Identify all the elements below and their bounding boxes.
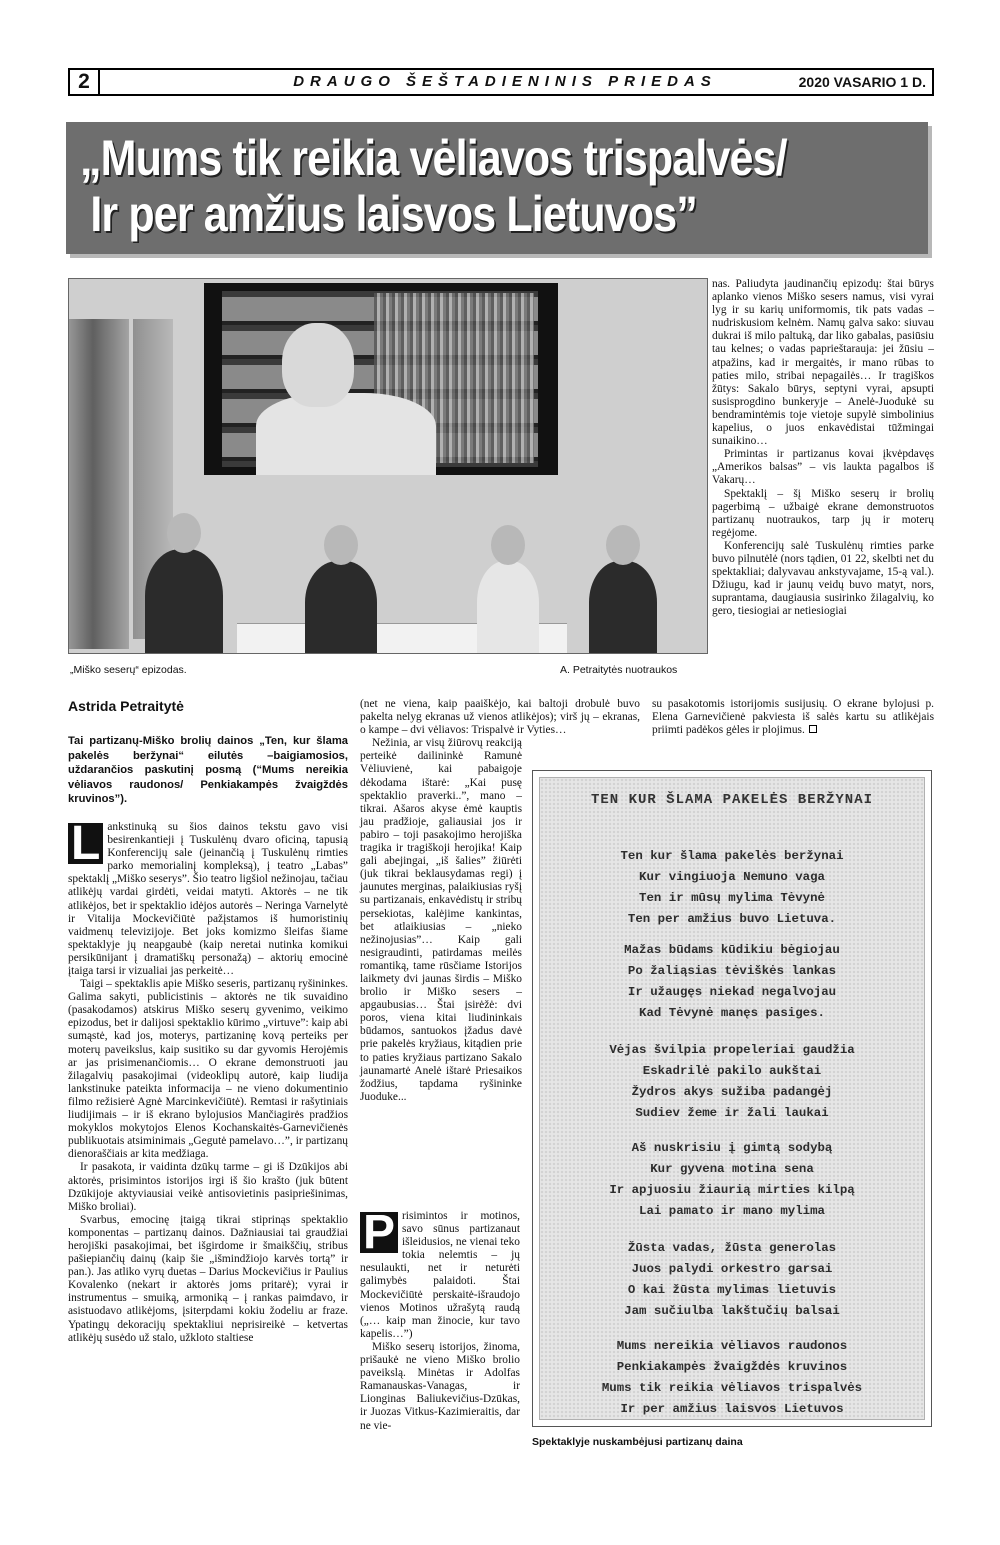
article-lead: Tai partizanų-Miško brolių dainos „Ten, kur šlama pakelės beržynai“ eilutės –baigiamosios, uždarančios paskutinį posmą (“Mums nereikia vėliavos raudonos/ Penkiakampės žvaigždės kruvinos”). [68,735,348,806]
photo-caption: „Miško seserų“ epizodas. [70,664,187,676]
headline-line-1: „Mums tik reikia vėliavos trispalvės/ [80,130,787,186]
page-number: 2 [70,70,100,94]
performer-1 [145,549,223,653]
performance-photo [68,278,708,654]
end-mark-icon [809,725,817,733]
paragraph: Spektaklį – šį Miško seserų ir brolių pagerbimą – užbaigė ekrane demonstruotos partizanų nuotraukos, tarp jų ir moterų regėjome. [712,487,934,539]
song-stanza: Mažas būdams kūdikiu bėgiojau Po žaliąsias tėviškės lankas Ir užaugęs niekad negalvojau Kad Tėvynė manęs pasiges. [624,943,840,1020]
paragraph: P risimintos ir motinos, savo sūnus partizanaut išleidusios, ne vienai teko tokia nelemtis – jų nesulaukti, net ir neturėti galimybės palaidoti. Štai Mockevičiūtė perskaitė-išraudojo vienos Motinos užrašytą raudą („… kaip man žinocie, kur tavo kapelis…”) [360,1206,520,1340]
issue-date: 2020 VASARIO 1 D. [798,74,926,90]
paragraph: su pasakotomis istorijomis susijusių. O ekrane bylojusi p. Elena Garnevičienė pakviesta iš salės kartu su atlikėjais priimti padėkos gėles ir plojimus. [652,698,934,737]
paragraph: Ir pasakota, ir vaidinta dzūkų tarme – gi iš Dzūkijos abi aktorės, prisimintos istorijos irgi iš šio krašto (juk būtent Dzūkijoje aktyviausiai veikė antisovietinis pasipriešinimas, Miško broliai). [68,1161,348,1213]
performer-2 [305,561,377,653]
paragraph: Primintas ir partizanus kovai įkvėpdavęs „Amerikos balsas” – vis laukta pagalbos iš Vakarų… [712,448,934,487]
paragraph: Taigi – spektaklis apie Miško seseris, partizanų ryšininkes. Galima sakyti, publicistinis – aktorės ne tik suvaidino (pasakodamos) atskirus Miško seserų gyvenimo, veikimo epizodus, bet ir dalijosi spektaklio kūrimo „virtuve”: kaip abi sumąstė, kad jos, moterys, partizaninę kovą perteiks per moterų paveikslus, kaip susitiko su dar gyvomis Herojėmis ar jas prisimenančiomis… O ekrane demonstruoti jau žilagalvių pasakojimai (videoklipų autorė, kaip liudija lankstinuke pateikta informacija – ne vieno dokumentinio filmo režisierė Agnė Marcinkevičiūtė). Remtasi ir rašytiniais liudijimais – ir iš ekrano bylojusios Mančiagirės pradžios mokyklos mokytojos Elenos Kochanskaitės-Garnevičienės publikuotais atsiminimais „Gegutė pamelavo…”, ir partizanų dienoraščiais ar kita medžiaga. [68,978,348,1161]
page-header [68,68,934,96]
song-lyrics-sheet [532,770,932,1427]
song-stanza: Vėjas švilpia propeleriai gaudžia Eskadrilė pakilo aukštai Žydros akys sužiba padangėj Sudiev žeme ir žali laukai [609,1043,855,1120]
song-stanza: Ten kur šlama pakelės beržynai Kur vingiuoja Nemuno vaga Ten ir mūsų mylima Tėvynė Ten per amžius buvo Lietuva. [620,849,844,926]
photo-credit: A. Petraitytės nuotraukos [560,664,678,676]
song-caption: Spektaklyje nuskambėjusi partizanų daina [532,1436,743,1448]
performer-3 [477,561,539,653]
paragraph: Nežinia, ar visų žiūrovų reakciją perteikė dailininkė Ramunė Vėliuvienė, kai pabaigoje dėkodama ištarė: „Kai pusę spektaklio praverki..”, mano – tikrai. Ašaros akyse ėmė kauptis jau pradžioje, galiausiai jos ir pabiro – toji pasakojimo herojiška tragika ir tragiškoji herojika! Kaip gali abejingai, „iš šalies” žiūrėti (juk tikrai beklausydamas regi) į jaunutes merginas, palaikiusias ryšį su partizanais, enkavėdistų ir stribų persekiotas, kalėjime kankintas, bet atlaikiusias – „nieko nežinojusias”… Kaip gali nesigraudinti, patirdamas meilės romantiką, tame rūsčiame Istorijos laikmety dvi jaunas širdis – Miško brolio ir Miško sesers – apgaubusias… Štai įsirėžė: dvi poros, viena kitai liudininkais būdamos, santuokos įžadus davė prie pakelės kryžiaus, kitądien prie to paties kryžiaus partizano Sakalo jaunamartė Anelė ištarė Priesaikos žodžius, tapdama ryšininke Juoduke... [360,737,522,1103]
paragraph: Svarbus, emocinę įtaigą tikrai stiprinąs spektaklio komponentas – partizanų dainos. Dažniausiai tai graudžiai herojiški pasakojimai, bet išgirdome ir šmaikščių, stribus pašiepiančių dainų (kaip šie „išmindžiojo karvės tortą” ir pan.). Jas atliko vyrų duetas – Darius Mockevičius ir Paulius Kovalenko (nekart ir aktorės joms pritarė); vyrai ir instrumentus – smuiką, armoniką – į rankas paimdavo, ir asistuodavo atlikėjoms, įsiterpdami kokiu žodeliu ar fraze. Ypatingų dekoracijų spektakliui neprisireikė – ketvertas atlikėjų susėdo už stalo, užkloto staltiese [68,1213,348,1344]
paragraph: Miško seserų istorijos, žinoma, prišaukė ne vieno Miško brolio paveikslą. Minėtas ir Adolfas Ramanauskas-Vanagas, ir Lionginas Baliukevičius-Dzūkas, ir Juozas Vitkus-Kazimieraitis, dar ne vie- [360,1340,520,1432]
projection-screen [204,283,558,475]
elderly-woman-on-screen [256,393,436,475]
drop-cap: L [68,823,103,864]
article-column-3 [712,278,934,618]
article-column-1 [68,698,348,1345]
song-title: TEN KUR ŠLAMA PAKELĖS BERŽYNAI [590,792,874,808]
drop-cap: P [360,1212,398,1253]
article-column-3-end [652,698,934,737]
performer-4 [589,561,657,653]
headline-banner [66,122,928,254]
flag-tricolor [69,319,129,649]
paragraph: L ankstinuką su šios dainos tekstu gavo visi besirenkantieji į Tuskulėnų dvaro oficiną, tapusią Konferencijų sale (jeinančią į Tuskulėnų rimties parko memorialinį kompleksą), į teatro „Labas” spektaklį „Miško seserys”. Šio teatro ligšiol nežinojau, tačiau atlikėjų vardai girdėti, veidai matyti. Aktorės – ne tik atlikėjos, bet ir spektaklio idėjos autorės – Neringa Varnelytė ir Vitalija Mockevičiūtė pažįstamos iš humoristinių vaidmenų televizijoje. Bet joks komizmo šleifas šiame spektaklyje jų neapgaubė (kaip neretai nutinka komikui persikūnijant į dramatiškų personažą) – aktorių emocinė įtaiga tarsi ir vizualiai jas perkeitė… [68,816,348,977]
song-stanza: Aš nuskrisiu į gimtą sodybą Kur gyvena motina sena Ir apjuosiu žiaurią mirties kilpą Lai pamato ir mano mylima [609,1141,855,1218]
song-stanza: Žūsta vadas, žūsta generolas Juos palydi orkestro garsai O kai žūsta mylimas lietuvis Jam sučiulba lakštučių balsai [624,1241,840,1318]
headline-line-2: Ir per amžius laisvos Lietuvos” [90,186,697,242]
article-author: Astrida Petraitytė [68,698,184,714]
publication-name: DRAUGO ŠEŠTADIENINIS PRIEDAS [293,73,717,90]
article-column-2b [360,1206,520,1433]
paragraph: nas. Paliudyta jaudinančių epizodų: štai būrys aplanko vienos Miško sesers namus, visi vyrai lyg ir su karių uniformomis, tik pats vadas – nudriskusiom kelnėm. Namų galva sako: siuvau dukrai iš milo paltuką, dar liko gabalas, pasiūsiu tau kelnes; o vadas paprieštarauja: jei žūsiu – atpažins, kad ir mergaitės, ir mano rūbas to paties milo, stribai nepagailės… Ir tragiškos žūtys: Sakalo būrys, septyni vyrai, apsupti susisprogdino bunkeryje – Anelė-Juodukė su bendramintėmis toje vietoje supylė simbolinius kapelius, o juos enkavėdistai tūžmingai sunaikino… [712,278,934,448]
paragraph: Konferencijų salė Tuskulėnų rimties parke buvo pilnutėlė (nors tądien, 01 22, skelbti net du spektakliai; dalyvavau ankstyvajame, 15-ą val.). Džiugu, kad ir jaunų veidų buvo matyt, nors, suprantama, daugiausia susirinko žilagalvių, ko gero, tiesiogiai ar netiesiogiai [712,539,934,618]
headline [80,130,906,242]
song-stanza: Mums nereikia vėliavos raudonos Penkiakampės žvaigždės kruvinos Mums tik reikia vėliavos trispalvės Ir per amžius laisvos Lietuvos [601,1339,863,1416]
paragraph: (net ne viena, kaip paaiškėjo, kai baltoji drobulė buvo pakelta nelyg ekranas už vienos atlikėjos); virš jų – ekranas, o kampe – dvi vėliavos: Trispalvė ir Vyties… [360,698,640,737]
